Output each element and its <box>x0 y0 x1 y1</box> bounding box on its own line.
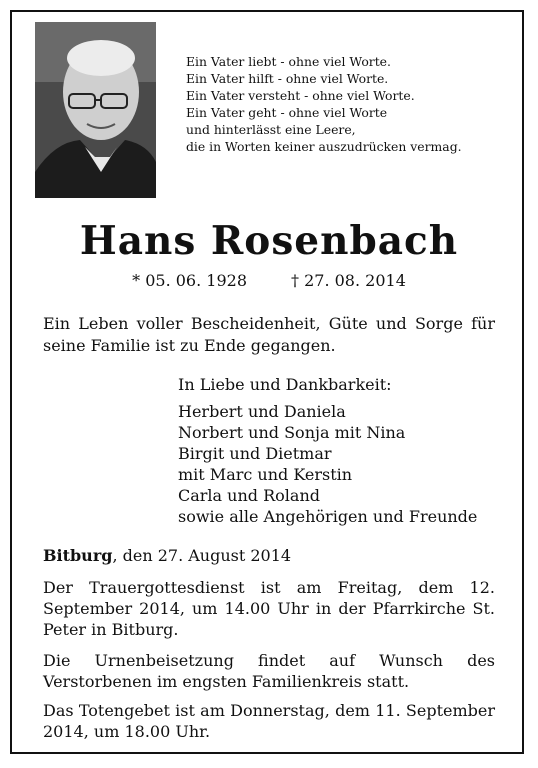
funeral-service-text: Der Trauergottesdienst ist am Freitag, dem 12. September 2014, um 14.00 Uhr in der Pfarrkirche St. Peter in Bitburg. <box>43 578 495 639</box>
mourner-name: Herbert und Daniela <box>178 402 346 421</box>
mourners-heading: In Liebe und Dankbarkeit: <box>178 375 392 394</box>
poem-line: und hinterlässt eine Leere, <box>186 122 356 137</box>
mourners-block <box>178 374 477 527</box>
deceased-name: Hans Rosenbach <box>79 218 459 264</box>
mourner-name: mit Marc und Kerstin <box>178 465 353 484</box>
poem-line: die in Worten keiner auszudrücken vermag. <box>186 139 462 154</box>
poem <box>186 53 462 155</box>
mourner-name: sowie alle Angehörigen und Freunde <box>178 507 478 526</box>
place-date: , den 27. August 2014 <box>112 546 292 565</box>
portrait-photo <box>35 22 156 198</box>
urn-burial-text: Die Urnenbeisetzung findet auf Wunsch des Verstorbenen im engsten Familienkreis statt. <box>43 651 495 691</box>
birth-date: * 05. 06. 1928 <box>132 271 247 290</box>
mourner-name: Birgit und Dietmar <box>178 444 332 463</box>
mourner-name: Carla und Roland <box>178 486 320 505</box>
death-date: † 27. 08. 2014 <box>291 271 406 290</box>
poem-line: Ein Vater geht - ohne viel Worte <box>186 105 388 120</box>
place-city: Bitburg <box>43 546 113 565</box>
place-date-line <box>43 545 291 567</box>
mourner-name: Norbert und Sonja mit Nina <box>178 423 406 442</box>
poem-line: Ein Vater hilft - ohne viel Worte. <box>186 71 389 86</box>
prayer-text: Das Totengebet ist am Donnerstag, dem 11. September 2014, um 18.00 Uhr. <box>43 701 495 741</box>
life-dates <box>0 271 538 290</box>
poem-line: Ein Vater liebt - ohne viel Worte. <box>186 54 391 69</box>
poem-line: Ein Vater versteht - ohne viel Worte. <box>186 88 415 103</box>
intro-text: Ein Leben voller Bescheidenheit, Güte und Sorge für seine Familie ist zu Ende gegangen. <box>43 314 495 355</box>
